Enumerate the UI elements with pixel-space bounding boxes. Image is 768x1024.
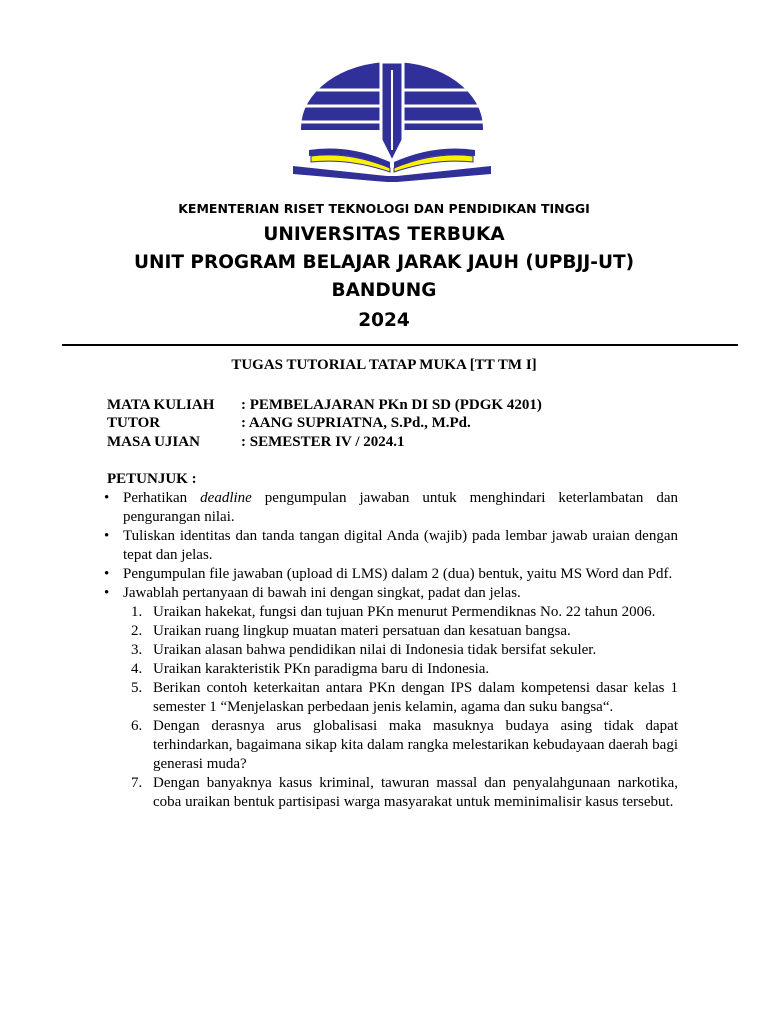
meta-value: : PEMBELAJARAN PKn DI SD (PDGK 4201) (241, 397, 542, 413)
question-text: Dengan banyaknya kasus kriminal, tawuran massal dan penyalahgunaan narkotika, coba uraikan bentuk partisipasi warga masyarakat untuk meminimalisir kasus tersebut. (153, 775, 678, 810)
question-text: Berikan contoh keterkaitan antara PKn dengan IPS dalam kompetensi dasar kelas 1 semester 1 “Menjelaskan perbedaan jenis kelamin, agama dan suku bangsa“. (153, 680, 678, 715)
meta-key: TUTOR (107, 415, 161, 431)
question-item (131, 717, 678, 774)
question-number: 2. (131, 623, 143, 639)
question-list (131, 603, 678, 812)
instruction-text: Pengumpulan file jawaban (upload di LMS) dalam 2 (dua) bentuk, yaitu MS Word dan Pdf. (123, 566, 673, 582)
instruction-item (104, 584, 678, 603)
instruction-text: Tuliskan identitas dan tanda tangan digital Anda (wajib) pada lembar jawab uraian dengan tepat dan jelas. (123, 528, 678, 563)
meta-value: : SEMESTER IV / 2024.1 (241, 434, 405, 450)
instruction-item (104, 565, 678, 584)
meta-value: : AANG SUPRIATNA, S.Pd., M.Pd. (241, 415, 471, 431)
question-number: 7. (131, 775, 143, 791)
universitas-terbuka-logo (289, 50, 495, 182)
year-heading: 2024 (358, 310, 410, 331)
bullet-icon: • (104, 528, 110, 544)
bullet-icon: • (104, 566, 110, 582)
header-divider (62, 344, 738, 346)
question-item (131, 679, 678, 717)
question-text: Uraikan ruang lingkup muatan materi persatuan dan kesatuan bangsa. (153, 623, 571, 639)
unit-heading: UNIT PROGRAM BELAJAR JARAK JAUH (UPBJJ-UT) (133, 252, 635, 273)
instructions-list (0, 489, 768, 812)
question-text: Uraikan karakteristik PKn paradigma baru di Indonesia. (153, 661, 490, 677)
question-item (131, 774, 678, 812)
meta-key: MATA KULIAH (107, 397, 215, 413)
question-text: Uraikan hakekat, fungsi dan tujuan PKn menurut Permendiknas No. 22 tahun 2006. (153, 604, 656, 620)
question-text: Uraikan alasan bahwa pendidikan nilai di Indonesia tidak bersifat sekuler. (153, 642, 597, 658)
question-item (131, 641, 678, 660)
meta-key: MASA UJIAN (107, 434, 200, 450)
instruction-text: pengumpulan jawaban untuk menghindari keterlambatan dan pengurangan nilai. (123, 490, 679, 525)
question-item (131, 660, 678, 679)
instructions-title: PETUNJUK : (107, 471, 197, 487)
bullet-icon: • (104, 490, 110, 506)
instruction-item (104, 489, 679, 527)
question-text: Dengan derasnya arus globalisasi maka masuknya budaya asing tidak dapat terhindarkan, bagaimana sikap kita dalam rangka melestarikan kebudayaan daerah bagi generasi muda? (153, 718, 678, 772)
ministry-heading: KEMENTERIAN RISET TEKNOLOGI DAN PENDIDIKAN TINGGI (178, 201, 590, 216)
question-number: 4. (131, 661, 143, 677)
logo-book-base (293, 166, 491, 182)
city-heading: BANDUNG (331, 280, 437, 301)
instruction-text: Jawablah pertanyaan di bawah ini dengan singkat, padat dan jelas. (123, 585, 521, 601)
instruction-item (104, 527, 678, 565)
university-heading: UNIVERSITAS TERBUKA (263, 224, 505, 245)
instruction-text: Perhatikan (123, 490, 201, 506)
question-number: 3. (131, 642, 143, 658)
question-number: 5. (131, 680, 143, 696)
assignment-title: TUGAS TUTORIAL TATAP MUKA [TT TM I] (231, 357, 537, 373)
question-item (131, 603, 678, 622)
question-number: 6. (131, 718, 143, 734)
instruction-emphasis: deadline (200, 490, 252, 506)
question-number: 1. (131, 604, 143, 620)
question-item (131, 622, 678, 641)
bullet-icon: • (104, 585, 110, 601)
